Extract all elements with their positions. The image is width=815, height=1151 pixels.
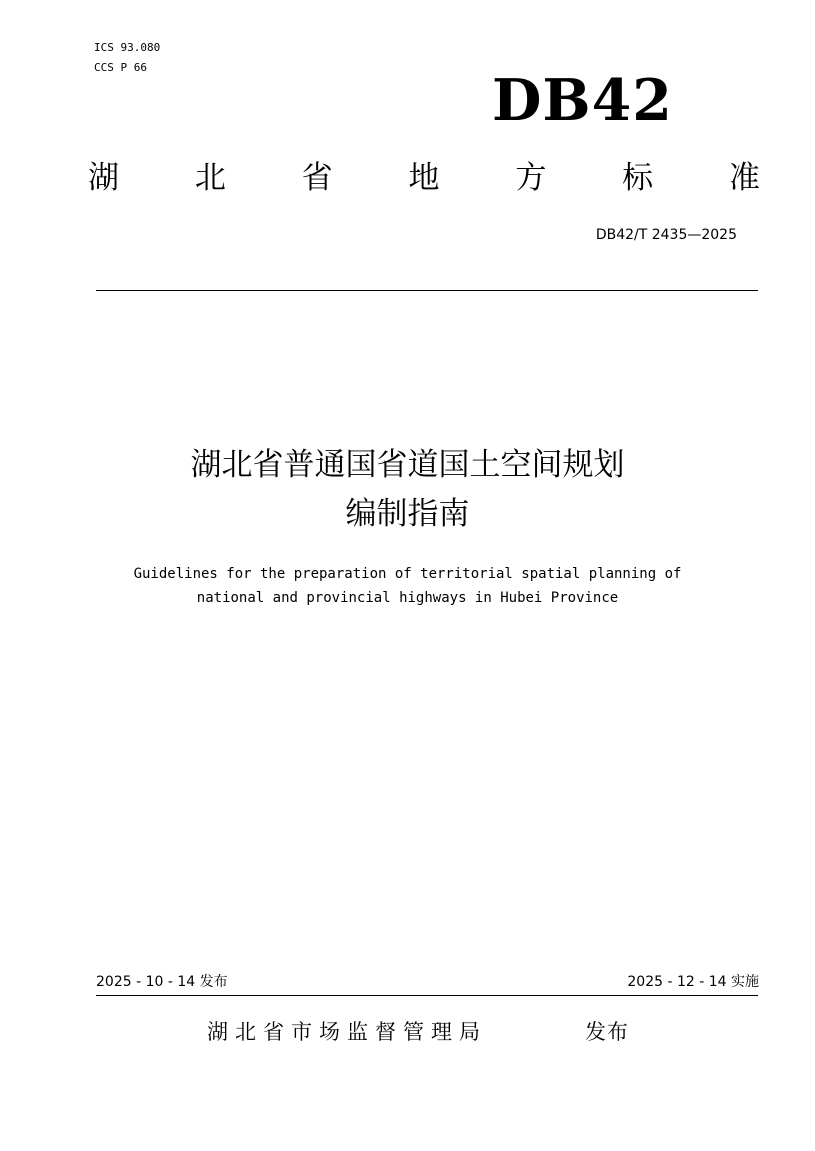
title-zh-line-2: 编制指南 (345, 496, 470, 532)
issuing-authority: 湖北省市场监督管理局 (207, 1020, 487, 1044)
title-zh-line-1: 湖北省普通国省道国土空间规划 (190, 447, 625, 483)
standard-type-char: 北 (194, 160, 226, 196)
standard-type-char: 湖 (88, 160, 119, 196)
standard-type-char: 省 (301, 160, 333, 196)
ccs-code: CCS P 66 (94, 61, 147, 74)
standard-number: DB42/T 2435—2025 (595, 227, 737, 243)
standard-type-char: 方 (515, 160, 547, 196)
db-standard-mark: DB42 (492, 67, 673, 134)
standard-type-char: 标 (622, 160, 654, 196)
standard-type-char: 地 (408, 160, 440, 196)
footer-divider (96, 995, 758, 996)
header-divider (96, 290, 758, 291)
issue-word: 发布 (585, 1020, 629, 1044)
title-en-line-2: national and provincial highways in Hubei Province (196, 590, 619, 606)
title-en-line-1: Guidelines for the preparation of territorial spatial planning of (133, 566, 682, 582)
ics-code: ICS 93.080 (94, 41, 161, 54)
implementation-date: 2025 - 12 - 14 实施 (627, 974, 759, 990)
standard-type-heading (88, 156, 760, 200)
issue-date: 2025 - 10 - 14 发布 (96, 974, 228, 990)
standard-type-char: 准 (728, 160, 760, 196)
